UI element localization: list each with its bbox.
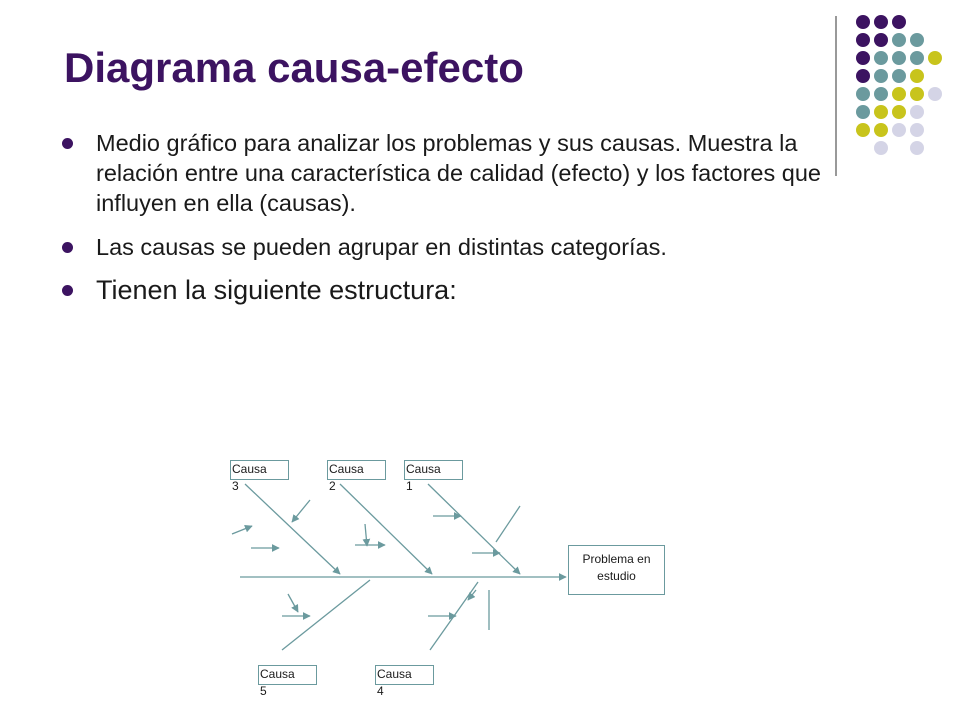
deco-dot [874, 33, 888, 47]
cause-label: Causa [260, 667, 295, 681]
cause-box-5 [258, 665, 317, 698]
bullet-text: Las causas se pueden agrupar en distintas categorías. [96, 234, 667, 260]
deco-dot [892, 87, 906, 101]
bone-causa-1 [428, 484, 520, 574]
deco-dot [874, 51, 888, 65]
bullet-item [60, 274, 860, 306]
deco-dot [910, 123, 924, 137]
deco-dot [892, 51, 906, 65]
deco-dot [874, 87, 888, 101]
bullet-dot-icon [62, 138, 73, 149]
subcause-line [496, 506, 520, 542]
bullet-dot-icon [62, 242, 73, 253]
bullet-text: Medio gráfico para analizar los problemas y sus causas. Muestra la relación entre una característica de calidad (efecto) y los factores que influyen en ella (causas). [96, 130, 821, 216]
cause-box-2 [327, 460, 386, 493]
bone-causa-3 [245, 484, 340, 574]
effect-box: Problema en estudio [568, 545, 665, 595]
deco-dot [874, 123, 888, 137]
cause-number: 5 [260, 684, 267, 698]
deco-dot [910, 51, 924, 65]
subcause-arrow [232, 526, 252, 534]
deco-dot [874, 141, 888, 155]
cause-number: 1 [406, 479, 413, 493]
deco-dot [856, 33, 870, 47]
bone-causa-4 [430, 582, 478, 650]
cause-label: Causa [377, 667, 412, 681]
bullet-dot-icon [62, 285, 73, 296]
subcause-arrow [288, 594, 298, 612]
subcause-arrow [365, 524, 367, 546]
cause-box-4 [375, 665, 434, 698]
subcause-arrow [468, 590, 476, 600]
deco-dot [856, 15, 870, 29]
bullet-list [60, 128, 860, 306]
cause-number: 3 [232, 479, 239, 493]
deco-dot [910, 69, 924, 83]
cause-number: 2 [329, 479, 336, 493]
deco-dot [874, 105, 888, 119]
cause-box-3 [230, 460, 289, 493]
bullet-text: Tienen la siguiente estructura: [96, 275, 457, 305]
deco-dot [892, 69, 906, 83]
bullet-item [60, 232, 860, 262]
deco-dot [874, 69, 888, 83]
deco-dot [910, 141, 924, 155]
bone-causa-5 [282, 580, 370, 650]
bullet-item [60, 128, 860, 218]
cause-label: Causa [232, 462, 267, 476]
deco-dot [892, 33, 906, 47]
deco-dot [910, 105, 924, 119]
deco-dot [892, 123, 906, 137]
cause-number: 4 [377, 684, 384, 698]
deco-dot [874, 15, 888, 29]
bone-causa-2 [340, 484, 432, 574]
deco-dot [856, 51, 870, 65]
deco-dot [892, 105, 906, 119]
deco-dot [856, 105, 870, 119]
subcause-arrow [292, 500, 310, 522]
deco-dot [910, 33, 924, 47]
deco-dot [892, 15, 906, 29]
cause-box-1 [404, 460, 463, 493]
slide-title: Diagrama causa-efecto [64, 44, 524, 91]
deco-dot [856, 87, 870, 101]
cause-label: Causa [329, 462, 364, 476]
deco-dot [928, 87, 942, 101]
deco-dot [928, 51, 942, 65]
deco-dot [910, 87, 924, 101]
cause-label: Causa [406, 462, 441, 476]
deco-dot [856, 69, 870, 83]
